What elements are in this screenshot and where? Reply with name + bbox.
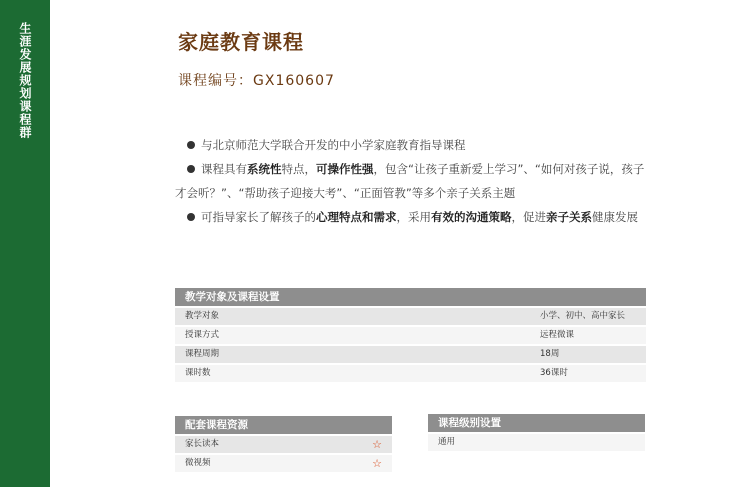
- feature-item: [175, 205, 653, 229]
- table-row: [175, 365, 646, 382]
- course-code: 课程编号：GX160607: [178, 73, 335, 89]
- feature-emphasis: 系统性: [247, 162, 282, 176]
- row-label: 微视频: [185, 458, 211, 468]
- feature-text: 可指导家长了解孩子的: [201, 210, 316, 224]
- feature-item: [175, 133, 653, 157]
- star-outline-icon: ☆: [372, 438, 382, 451]
- row-label: 课程周期: [185, 349, 220, 359]
- table-row: [175, 327, 646, 344]
- feature-text: ，采用: [396, 210, 431, 224]
- row-label: 通用: [438, 437, 456, 447]
- feature-text: ，包含“让孩子重新爱上学习”、“如何对孩子说，孩子才会听？”、“帮助孩子迎接大考”、“正面管教”等多个亲子关系主题: [175, 162, 645, 200]
- table-row: [175, 436, 392, 453]
- table-row: [428, 434, 645, 451]
- row-label: 教学对象: [185, 311, 220, 321]
- table-row: [175, 346, 646, 363]
- table-header: 课程级别设置: [428, 414, 645, 432]
- row-label: 授课方式: [185, 330, 220, 340]
- feature-emphasis: 可操作性强: [316, 162, 374, 176]
- row-value: 18周: [540, 349, 560, 359]
- bullet-icon: [187, 213, 195, 221]
- row-value: 36课时: [540, 368, 568, 378]
- feature-emphasis: 心理特点和需求: [316, 210, 397, 224]
- table-row: [175, 455, 392, 472]
- feature-text: 课程具有: [201, 162, 247, 176]
- feature-text: 特点，: [281, 162, 316, 176]
- level-table: [428, 414, 645, 451]
- feature-emphasis: 有效的沟通策略: [431, 210, 512, 224]
- bullet-icon: [187, 141, 195, 149]
- feature-text: ，促进: [511, 210, 546, 224]
- feature-text: 与北京师范大学联合开发的中小学家庭教育指导课程: [201, 138, 466, 152]
- feature-list: [175, 133, 653, 229]
- row-label: 家长读本: [185, 439, 220, 449]
- bullet-icon: [187, 165, 195, 173]
- page-title: 家庭教育课程: [178, 30, 304, 54]
- feature-text: 健康发展: [592, 210, 638, 224]
- table-row: [175, 308, 646, 325]
- settings-table: [175, 288, 646, 382]
- feature-emphasis: 亲子关系: [546, 210, 592, 224]
- feature-item: [175, 157, 653, 205]
- star-outline-icon: ☆: [372, 457, 382, 470]
- sidebar: [0, 0, 50, 487]
- table-header: 教学对象及课程设置: [175, 288, 646, 306]
- row-value: 小学、初中、高中家长: [540, 311, 626, 321]
- row-value: 远程微课: [540, 330, 575, 340]
- row-label: 课时数: [185, 368, 211, 378]
- table-header: 配套课程资源: [175, 416, 392, 434]
- resources-table: [175, 416, 392, 472]
- sidebar-label: 生涯发展规划课程群: [18, 22, 32, 139]
